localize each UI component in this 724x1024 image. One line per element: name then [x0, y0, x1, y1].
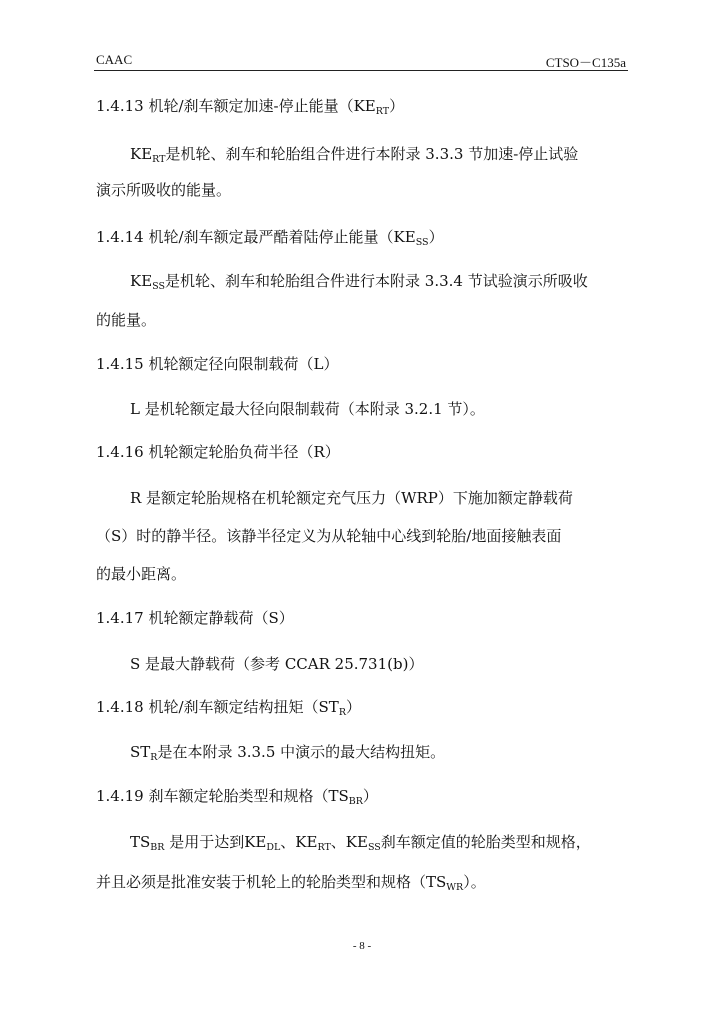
- body-line: 的能量。: [96, 311, 157, 329]
- page-number: - 8 -: [352, 940, 372, 952]
- body-line: $KE_{SS}$是机轮、刹车和轮胎组合件进行本附录 3.3.4 节试验演示所吸收: [130, 272, 588, 292]
- body-line: $TS_{BR}$ 是用于达到$KE_{DL}$、$KE_{RT}$、$KE_{SS}$刹车额定值的轮胎类型和规格，: [130, 833, 591, 853]
- section-heading: 1.4.13 机轮/刹车额定加速-停止能量$(KE_{RT})$: [96, 97, 405, 117]
- section-heading: 1.4.18 机轮/刹车额定结构扭矩$(ST_R)$: [96, 698, 361, 718]
- body-line: R 是额定轮胎规格在机轮额定充气压力（WRP）下施加额定静载荷: [130, 489, 573, 507]
- body-line: L 是机轮额定最大径向限制载荷（本附录 3.2.1 节）。: [130, 400, 485, 418]
- body-line: S 是最大静载荷（参考 CCAR 25.731(b)）: [130, 655, 424, 673]
- body-line: $ST_R$是在本附录 3.3.5 中演示的最大结构扭矩。: [130, 743, 446, 763]
- header-rule: [94, 70, 628, 71]
- body-line: 的最小距离。: [96, 565, 187, 583]
- section-heading: 1.4.19 刹车额定轮胎类型和规格$(TS_{BR})$: [96, 787, 378, 807]
- header-right: CTSO－C135a: [545, 55, 626, 70]
- page-header: [96, 52, 626, 70]
- body-line: 并且必须是批准安装于机轮上的轮胎类型和规格$(TS_{WR})$。: [96, 873, 486, 893]
- section-heading: 1.4.16 机轮额定轮胎负荷半径（R）: [96, 443, 340, 461]
- body-line: $KE_{RT}$是机轮、刹车和轮胎组合件进行本附录 3.3.3 节加速-停止试验: [130, 145, 579, 165]
- body-line: （S）时的静半径。该静半径定义为从轮轴中心线到轮胎/地面接触表面: [96, 527, 562, 545]
- section-heading: 1.4.17 机轮额定静载荷（S）: [96, 609, 294, 627]
- body-line: 演示所吸收的能量。: [96, 181, 232, 199]
- section-heading: 1.4.15 机轮额定径向限制载荷（L）: [96, 355, 339, 373]
- header-left: CAAC: [96, 52, 133, 67]
- section-heading: 1.4.14 机轮/刹车额定最严酷着陆停止能量$(KE_{SS})$: [96, 228, 444, 248]
